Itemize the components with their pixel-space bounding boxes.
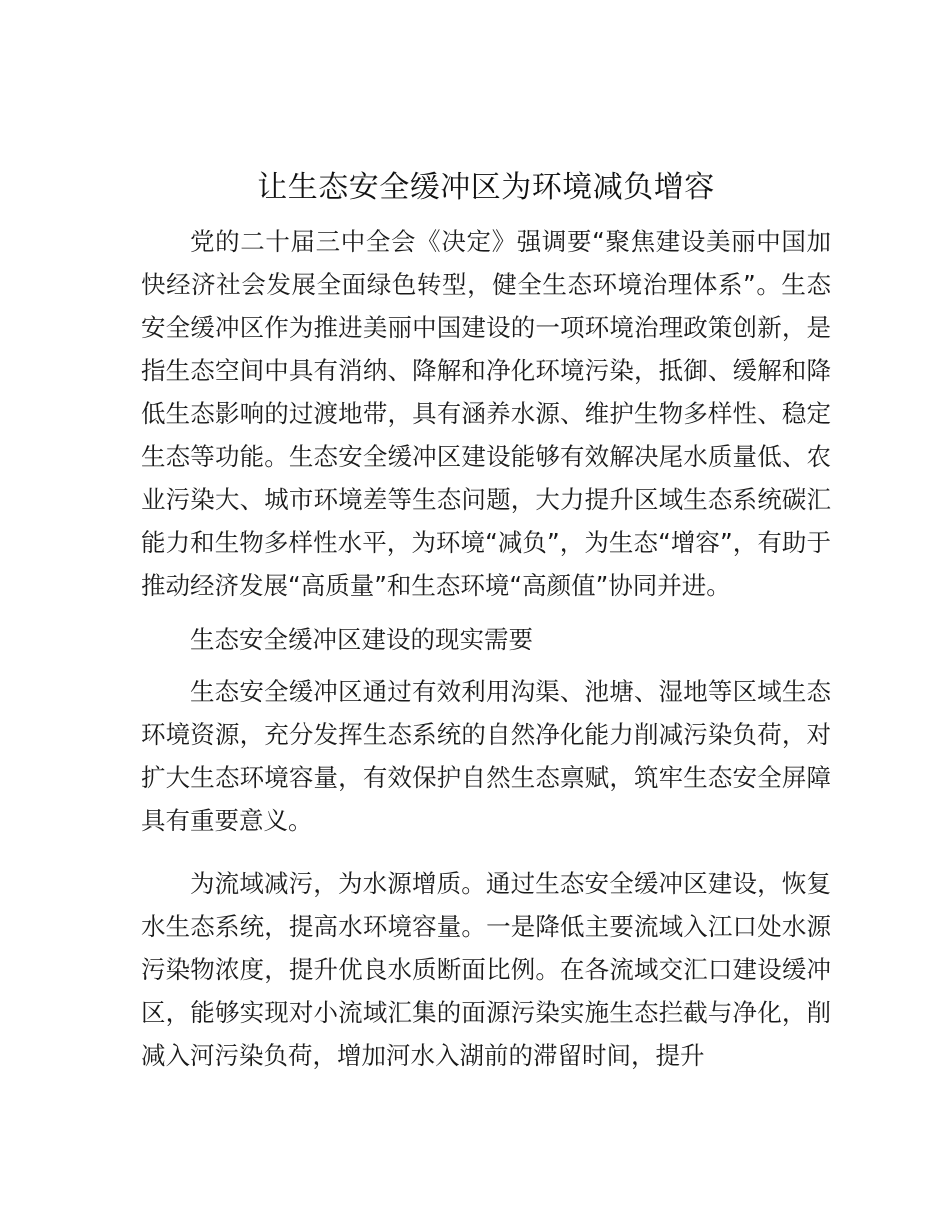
document-title: 让生态安全缓冲区为环境减负增容 bbox=[257, 170, 715, 205]
document-page bbox=[141, 166, 831, 1077]
section-paragraph-1: 生态安全缓冲区通过有效利用沟渠、池塘、湿地等区域生态环境资源，充分发挥生态系统的自然净化能力削减污染负荷，对扩大生态环境容量，有效保护自然生态禀赋，筑牢生态安全屏障具有重要意义。 bbox=[141, 677, 831, 835]
section-heading: 生态安全缓冲区建设的现实需要 bbox=[190, 625, 533, 654]
intro-paragraph: 党的二十届三中全会《决定》强调要“聚焦建设美丽中国加快经济社会发展全面绿色转型，健全生态环境治理体系”。生态安全缓冲区作为推进美丽中国建设的一项环境治理政策创新，是指生态空间中具有消纳、降解和净化环境污染，抵御、缓解和降低生态影响的过渡地带，具有涵养水源、维护生物多样性、稳定生态等功能。生态安全缓冲区建设能够有效解决尾水质量低、农业污染大、城市环境差等生态问题，大力提升区域生态系统碳汇能力和生物多样性水平，为环境“减负”，为生态“增容”，有助于推动经济发展“高质量”和生态环境“高颜值”协同并进。 bbox=[141, 227, 831, 600]
section-paragraph-2: 为流域减污，为水源增质。通过生态安全缓冲区建设，恢复水生态系统，提高水环境容量。一是降低主要流域入江口处水源污染物浓度，提升优良水质断面比例。在各流域交汇口建设缓冲区，能够实现对小流域汇集的面源污染实施生态拦截与净化，削减入河污染负荷，增加河水入湖前的滞留时间，提升 bbox=[141, 869, 831, 1070]
